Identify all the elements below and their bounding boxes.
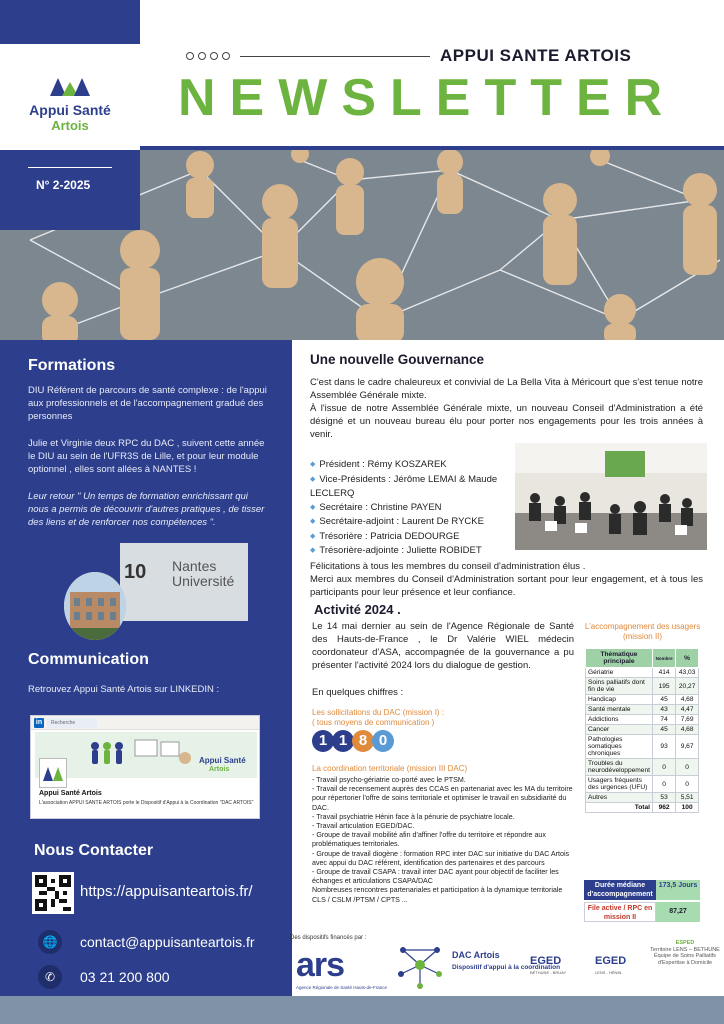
table-cell: 0	[676, 776, 699, 793]
linkedin-topbar	[31, 716, 259, 730]
activite-title: Activité 2024 .	[314, 602, 401, 617]
building-photo	[64, 572, 126, 640]
qr-code-icon[interactable]	[32, 872, 74, 914]
duree-mediane	[584, 880, 700, 900]
linkedin-brand: Appui Santé	[199, 756, 246, 765]
table-cell: Cancer	[586, 725, 653, 735]
dac-network-icon	[395, 940, 445, 990]
formations-quote: Leur retour " Un temps de formation enrichissant qui nous a permis de découvrir d'autres pratiques , de tisser des liens et de renforcer nos compétences ".	[28, 491, 265, 528]
table-cell: 93	[652, 735, 675, 759]
linkedin-avatar	[39, 758, 67, 788]
globe-icon: 🌐	[38, 930, 62, 954]
table-total-row	[586, 803, 699, 813]
logo-sub: Artois	[51, 118, 89, 133]
table-cell: Handicap	[586, 695, 653, 705]
table-cell: 20,27	[676, 678, 699, 695]
table-cell: 43,03	[676, 668, 699, 678]
table-row	[586, 776, 699, 793]
table-cell: 9,67	[676, 735, 699, 759]
gouvernance-text-3: Félicitations à tous les membres du conseil d'administration élus .	[310, 561, 586, 572]
table-row	[586, 725, 699, 735]
linkedin-page-name: Appui Santé Artois	[39, 790, 102, 797]
table-cell: 45	[652, 725, 675, 735]
list-item: - Travail psycho-gériatrie co-porté avec le PTSM.	[312, 776, 466, 784]
assembly-photo	[515, 443, 707, 550]
esped-territory: Territoire LENS – BETHUNE	[650, 946, 720, 953]
coordination-list	[312, 776, 574, 905]
table-cell: 0	[652, 776, 675, 793]
file-active-label: File active / RPC en mission II	[584, 902, 656, 922]
table-cell: Santé mentale	[586, 705, 653, 715]
counter-digit: 0	[372, 730, 394, 752]
table-cell: 45	[652, 695, 675, 705]
table-cell: Gériatrie	[586, 668, 653, 678]
table-cell: Addictions	[586, 715, 653, 725]
table-cell: 74	[652, 715, 675, 725]
list-item: ◆ Secrétaire : Christine PAYEN	[310, 501, 515, 516]
divider	[28, 167, 112, 168]
table-cell: 53	[652, 793, 675, 803]
list-item: - Travail psychiatrie Hénin face à la pénurie de psychiatre locale.	[312, 812, 515, 821]
dac-title: DAC Artois	[452, 950, 500, 960]
table-cell: 962	[652, 803, 675, 813]
esped-title: ESPED	[675, 940, 695, 946]
table-cell: 0	[652, 759, 675, 776]
table-cell: 43	[652, 705, 675, 715]
org-title: APPUI SANTE ARTOIS	[440, 46, 632, 65]
phone-icon: ✆	[38, 965, 62, 989]
table-cell: 414	[652, 668, 675, 678]
table-cell: Soins palliatifs dont fin de vie	[586, 678, 653, 695]
ars-logo-sub: Agence Régionale de Santé Hauts-de-France	[296, 985, 388, 990]
file-active	[584, 902, 700, 922]
table-cell: Autres	[586, 793, 653, 803]
logo-block	[0, 0, 140, 150]
nantes-university-photo	[120, 543, 248, 621]
table-row	[586, 678, 699, 695]
activite-text: Le 14 mai dernier au sein de l'Agence Régionale de Santé des Hauts-de-France , le Dr Valérie WIEL médecin coordonateur d'ASA, accompagnée de la gouvernance a pu présenter l'activité 2024 lors du dialogue de gestion.	[312, 621, 574, 671]
column-header: Thématique principale	[586, 649, 653, 668]
table-cell: 195	[652, 678, 675, 695]
footer-bar	[0, 996, 724, 1024]
list-item: - Groupe de travail mobilité afin d'affiner l'offre du territoire et répondre aux problématiques territoriales.	[312, 831, 546, 849]
linkedin-brand-sub: Artois	[209, 766, 230, 773]
table-row	[586, 735, 699, 759]
table-row	[586, 759, 699, 776]
list-item: ◆ Président : Rémy KOSZAREK	[310, 458, 515, 473]
table-cell: Usagers fréquents des urgences (UFU)	[586, 776, 653, 793]
newsletter-title: NEWSLETTER	[178, 69, 677, 127]
column-header: Nombre	[652, 649, 675, 668]
table-cell: 7,69	[676, 715, 699, 725]
logo-name: Appui Santé	[29, 102, 111, 118]
dac-subtitle: Dispositif d'appui à la coordination	[452, 964, 561, 971]
ars-logo-text: ars	[296, 946, 345, 984]
formations-title: Formations	[28, 357, 116, 374]
list-item: - Groupe de travail CSAPA : travail inter DAC ayant pour objectif de faciliter les échanges et articulations CSAPA/DAC	[312, 868, 559, 886]
table-row	[586, 715, 699, 725]
asa-logo-icon	[48, 76, 92, 98]
photo-number: 10	[124, 561, 147, 583]
photo-caption: Nantes Université	[172, 558, 235, 589]
issue-number: N° 2-2025	[36, 178, 91, 192]
communication-text: Retrouvez Appui Santé Artois sur LINKEDIN :	[28, 684, 220, 695]
duree-label: Durée médiane d'accompagnement	[584, 880, 656, 900]
divider	[240, 56, 430, 57]
gouvernance-text-2: À l'issue de notre Assemblée Générale mixte, un nouveau Conseil d'Administration a été désigné et un nouveau bureau élu pour porter nos engagements pour les trois années à venir.	[310, 403, 703, 440]
gouvernance-text-4: Merci aux membres du Conseil d'Administration sortant pour leur engagement, et à tous les participants pour leur présence et leur confiance.	[310, 574, 703, 598]
list-item: - Travail articulation EGED/DAC.	[312, 822, 415, 831]
website-link[interactable]: https://appuisanteartois.fr/	[80, 883, 253, 900]
list-item: ◆ Vice-Présidents : Jérôme LEMAI & Maude LECLERQ	[310, 473, 515, 501]
table-row	[586, 668, 699, 678]
eged-bethune-logo	[530, 955, 566, 979]
usagers-table	[585, 648, 699, 813]
table-cell: Total	[586, 803, 653, 813]
email-link[interactable]: contact@appuisanteartois.fr	[80, 934, 255, 950]
formations-text-1: DIU Référent de parcours de santé complexe : de l'appui aux professionnels et de l'accompagnement gradué des personnes	[28, 385, 267, 422]
column-header: %	[676, 649, 699, 668]
list-item: ◆ Secrétaire-adjoint : Laurent De RYCKE	[310, 515, 515, 530]
linkedin-icon: in	[35, 719, 43, 726]
list-item: ◆ Trésorière-adjointe : Juliette ROBIDET	[310, 544, 515, 559]
file-active-value: 87,27	[656, 902, 700, 922]
funders-label: Des dispositifs financés par :	[290, 935, 367, 941]
sollicitations-label: Les sollicitations du DAC (mission I) :	[312, 708, 445, 717]
phone-number[interactable]: 03 21 200 800	[80, 969, 170, 985]
counter-digit: 8	[352, 730, 374, 752]
formations-text-2: Julie et Virginie deux RPC du DAC , suivent cette année le DIU au sein de l'UFR3S de Lille, et pour leur module optionnel , elles sont allées à NANTES !	[28, 438, 265, 475]
gouvernance-title: Une nouvelle Gouvernance	[310, 352, 485, 367]
logo-top-band	[0, 0, 140, 44]
list-item: - Travail de recensement auprès des CCAS en partenariat avec les MA du territoire pour répertorier l'offre de soins territoriale et optimiser le travail en subsidiarité du DAC.	[312, 785, 573, 812]
list-item: - Groupe de travail diogène : formation RPC inter DAC sur initiative du DAC Artois avec appui du DAC référent, identification des partenaires et des parcours	[312, 849, 570, 867]
eged-title: EGED	[530, 955, 562, 967]
table-cell: Pathologies somatiques chroniques	[586, 735, 653, 759]
list-item: Nombreuses rencontres partenariales et participation à la dynamique territoriale CLS / CSLM /PTSM / CPTS ...	[312, 886, 563, 904]
eged-subtitle: LENS - HÉNIN	[595, 970, 622, 975]
table-cell: Troubles du neurodéveloppement	[586, 759, 653, 776]
contact-title: Nous Contacter	[34, 842, 154, 859]
esped-logo	[650, 940, 720, 966]
esped-description: Équipe de Soins Palliatifs d'Expertise à Domicile	[653, 953, 717, 966]
ars-logo	[296, 946, 387, 991]
sollicitations-counter	[312, 730, 392, 752]
eged-lens-logo	[595, 955, 626, 979]
table-row	[586, 695, 699, 705]
eged-title: EGED	[595, 955, 627, 967]
table-header-row	[586, 649, 699, 668]
linkedin-search: Recherche	[47, 718, 97, 728]
table-cell: 100	[676, 803, 699, 813]
table-cell: 5,51	[676, 793, 699, 803]
usagers-title: L'accompagnement des usagers (mission II)	[584, 622, 701, 641]
eged-subtitle: BÉTHUNE - BRUAY	[530, 970, 567, 975]
linkedin-description: L'association APPUI SANTE ARTOIS porte le Dispositif d'Appui à la Coordination "DAC ARTOIS"	[39, 800, 254, 806]
coordination-label: La coordination territoriale (mission III DAC)	[312, 764, 468, 773]
linkedin-screenshot[interactable]	[30, 715, 260, 819]
activite-chiffres: En quelques chiffres :	[312, 687, 404, 698]
gouvernance-text-1: C'est dans le cadre chaleureux et convivial de La Bella Vita à Méricourt que s'est tenue notre Assemblée Générale mixte.	[310, 377, 703, 401]
table-cell: 4,47	[676, 705, 699, 715]
table-cell: 0	[676, 759, 699, 776]
duree-value: 173,5 Jours	[656, 880, 700, 900]
list-item: ◆ Trésorière : Patricia DEDOURGE	[310, 530, 515, 545]
table-row	[586, 793, 699, 803]
sollicitations-sub: ( tous moyens de communication )	[312, 718, 435, 727]
decorative-dots	[186, 52, 230, 60]
bureau-list	[310, 458, 515, 559]
table-cell: 4,68	[676, 725, 699, 735]
counter-digit: 1	[312, 730, 334, 752]
communication-title: Communication	[28, 651, 149, 668]
table-row	[586, 705, 699, 715]
table-cell: 4,68	[676, 695, 699, 705]
counter-digit: 1	[332, 730, 354, 752]
